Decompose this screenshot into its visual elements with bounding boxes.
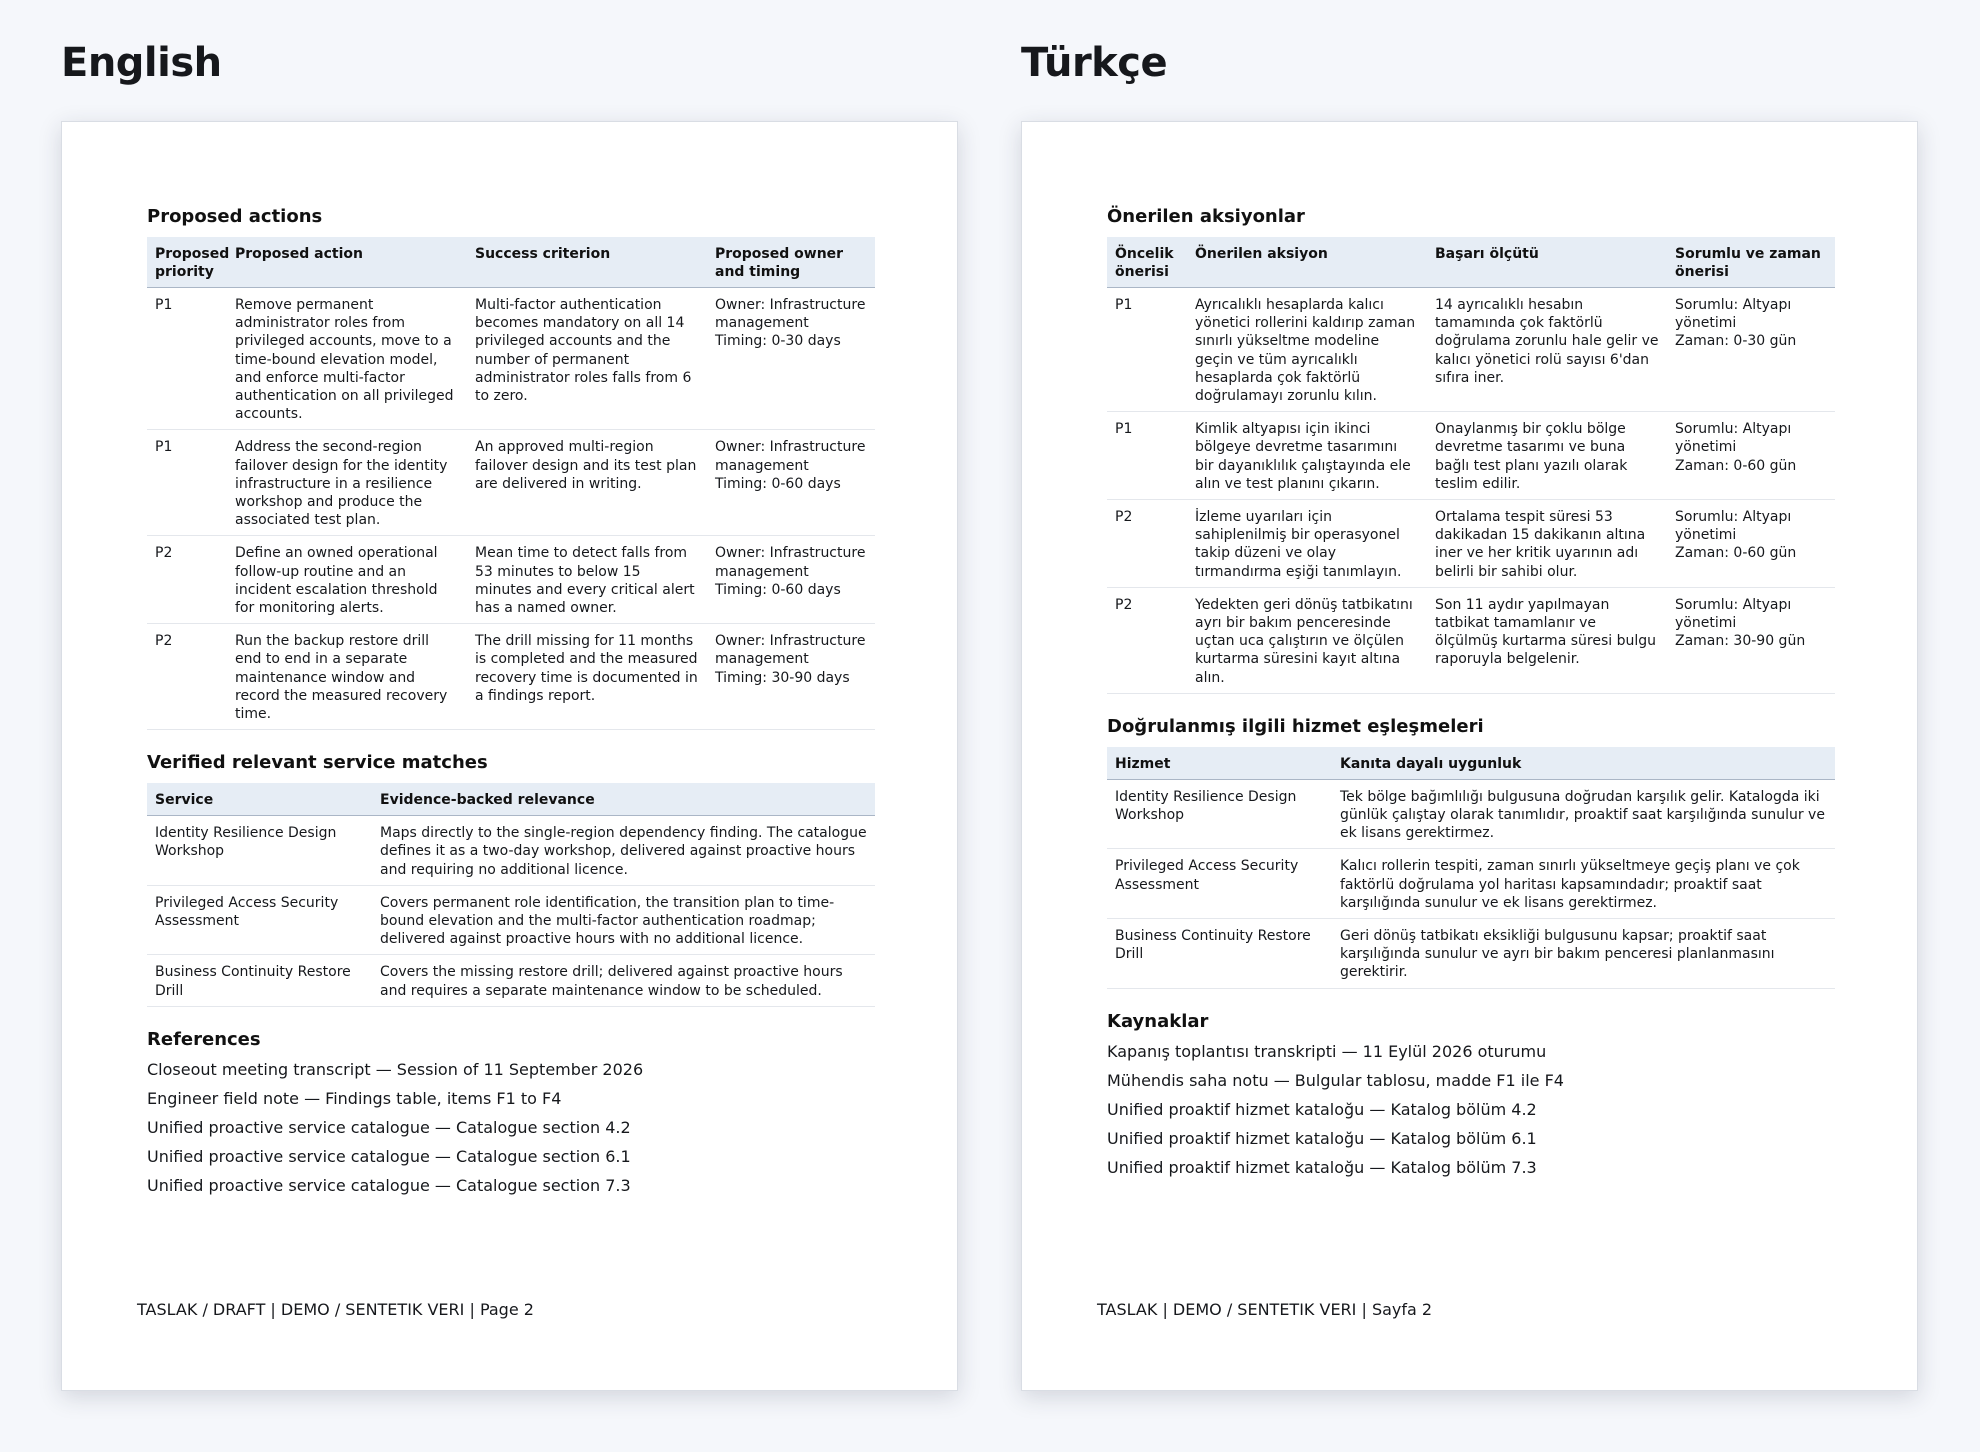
list-item: Unified proaktif hizmet kataloğu — Katalog bölüm 6.1 [1107,1128,1537,1148]
criterion-cell: Mean time to detect falls from 53 minutes to below 15 minutes and every critical alert has a named owner. [467,536,707,624]
column-header: Kanıta dayalı uygunluk [1332,747,1835,780]
table-row [1107,849,1835,919]
table-header-row [147,237,875,288]
list-item: Kapanış toplantısı transkripti — 11 Eylül 2026 oturumu [1107,1041,1547,1061]
criterion-cell: Son 11 aydır yapılmayan tatbikat tamamlanır ve ölçülmüş kurtarma süresi bulgu raporuyla belgelenir. [1427,587,1667,693]
priority-cell: P2 [147,624,227,730]
action-cell: Remove permanent administrator roles from privileged accounts, move to a time-bound elevation model, and enforce multi-factor authentication on all privileged accounts. [227,288,467,430]
page-content [1107,206,1835,1187]
table-row [1107,587,1835,693]
table-row [1107,919,1835,989]
table-row [147,885,875,955]
list-item: Unified proactive service catalogue — Catalogue section 4.2 [147,1117,631,1137]
list-item: Unified proaktif hizmet kataloğu — Katalog bölüm 7.3 [1107,1157,1537,1177]
relevance-cell: Geri dönüş tatbikatı eksikliği bulgusunu kapsar; proaktif saat karşılığında sunulur ve ayrı bir bakım penceresi planlanmasını gerektirir. [1332,919,1835,989]
references-list [1107,1042,1835,1178]
priority-cell: P1 [147,430,227,536]
owner-cell: Owner: Infrastructure management Timing: 0-60 days [707,536,875,624]
criterion-cell: Onaylanmış bir çoklu bölge devretme tasarımı ve buna bağlı test planı yazılı olarak teslim edilir. [1427,412,1667,500]
priority-cell: P1 [147,288,227,430]
service-matches-table [1107,747,1835,989]
criterion-cell: An approved multi-region failover design and its test plan are delivered in writing. [467,430,707,536]
document-page [1021,121,1918,1391]
list-item: Closeout meeting transcript — Session of 11 September 2026 [147,1059,644,1079]
criterion-cell: Ortalama tespit süresi 53 dakikadan 15 dakikanın altına iner ve her kritik uyarının adı belirli bir sahibi olur. [1427,500,1667,588]
service-cell: Business Continuity Restore Drill [1107,919,1332,989]
column-header: Hizmet [1107,747,1332,780]
column-header: Evidence-backed relevance [372,783,875,816]
relevance-cell: Covers permanent role identification, the transition plan to time-bound elevation and the multi-factor authentication roadmap; delivered against proactive hours with no additional licence. [372,885,875,955]
priority-cell: P2 [1107,587,1187,693]
criterion-cell: Multi-factor authentication becomes mandatory on all 14 privileged accounts and the number of permanent administrator roles falls from 6 to zero. [467,288,707,430]
section-heading-references: Kaynaklar [1107,1010,1209,1032]
priority-cell: P2 [1107,500,1187,588]
column-header: Proposed priority [147,237,227,288]
service-cell: Privileged Access Security Assessment [1107,849,1332,919]
action-cell: Ayrıcalıklı hesaplarda kalıcı yönetici rollerini kaldırıp zaman sınırlı yükseltme modeline geçin ve tüm ayrıcalıklı hesaplarda çok faktörlü doğrulamayı zorunlu kılın. [1187,288,1427,412]
service-cell: Identity Resilience Design Workshop [147,816,372,886]
column-header: Önerilen aksiyon [1187,237,1427,288]
column-header: Sorumlu ve zaman önerisi [1667,237,1835,288]
owner-cell: Owner: Infrastructure management Timing: 0-60 days [707,430,875,536]
page-footer: TASLAK / DRAFT | DEMO / SENTETIK VERI | Page 2 [137,1300,534,1319]
action-cell: Yedekten geri dönüş tatbikatını ayrı bir bakım penceresinde uçtan uca çalıştırın ve ölçülen kurtarma süresini kayıt altına alın. [1187,587,1427,693]
proposed-actions-table [1107,237,1835,694]
document-page [61,121,958,1391]
table-header-row [1107,747,1835,780]
list-item: Mühendis saha notu — Bulgular tablosu, madde F1 ile F4 [1107,1070,1564,1090]
action-cell: Address the second-region failover design for the identity infrastructure in a resilience workshop and produce the associated test plan. [227,430,467,536]
table-row [1107,412,1835,500]
references-list [147,1060,875,1196]
section-heading-service-matches: Verified relevant service matches [147,752,488,774]
column-header: Service [147,783,372,816]
list-item: Unified proactive service catalogue — Catalogue section 6.1 [147,1146,631,1166]
table-row [1107,779,1835,849]
list-item: Engineer field note — Findings table, items F1 to F4 [147,1088,562,1108]
list-item: Unified proactive service catalogue — Catalogue section 7.3 [147,1175,631,1195]
service-matches-table [147,783,875,1007]
table-header-row [1107,237,1835,288]
service-cell: Identity Resilience Design Workshop [1107,779,1332,849]
proposed-actions-table [147,237,875,730]
list-item: Unified proaktif hizmet kataloğu — Katalog bölüm 4.2 [1107,1099,1537,1119]
column-header: Başarı ölçütü [1427,237,1667,288]
relevance-cell: Covers the missing restore drill; delivered against proactive hours and requires a separate maintenance window to be scheduled. [372,955,875,1006]
owner-cell: Sorumlu: Altyapı yönetimi Zaman: 0-30 gün [1667,288,1835,412]
page-footer: TASLAK | DEMO / SENTETIK VERI | Sayfa 2 [1097,1300,1433,1319]
priority-cell: P1 [1107,412,1187,500]
relevance-cell: Kalıcı rollerin tespiti, zaman sınırlı yükseltmeye geçiş planı ve çok faktörlü doğrulama yol haritası kapsamındadır; proaktif saat karşılığında sunulur ve ek lisans gerektirmez. [1332,849,1835,919]
owner-cell: Sorumlu: Altyapı yönetimi Zaman: 0-60 gün [1667,412,1835,500]
relevance-cell: Tek bölge bağımlılığı bulgusuna doğrudan karşılık gelir. Katalogda iki günlük çalıştay olarak tanımlıdır, proaktif saat karşılığında sunulur ve ek lisans gerektirmez. [1332,779,1835,849]
action-cell: Kimlik altyapısı için ikinci bölgeye devretme tasarımını bir dayanıklılık çalıştayında ele alın ve test planını çıkarın. [1187,412,1427,500]
section-heading-proposed-actions: Önerilen aksiyonlar [1107,206,1305,227]
table-header-row [147,783,875,816]
owner-cell: Owner: Infrastructure management Timing: 30-90 days [707,624,875,730]
section-heading-proposed-actions: Proposed actions [147,206,323,227]
section-heading-service-matches: Doğrulanmış ilgili hizmet eşleşmeleri [1107,715,1484,737]
owner-cell: Owner: Infrastructure management Timing: 0-30 days [707,288,875,430]
action-cell: Run the backup restore drill end to end in a separate maintenance window and record the measured recovery time. [227,624,467,730]
priority-cell: P1 [1107,288,1187,412]
service-cell: Business Continuity Restore Drill [147,955,372,1006]
service-cell: Privileged Access Security Assessment [147,885,372,955]
owner-cell: Sorumlu: Altyapı yönetimi Zaman: 0-60 gün [1667,500,1835,588]
table-row [1107,288,1835,412]
table-row [147,955,875,1006]
table-row [1107,500,1835,588]
action-cell: Define an owned operational follow-up routine and an incident escalation threshold for monitoring alerts. [227,536,467,624]
relevance-cell: Maps directly to the single-region dependency finding. The catalogue defines it as a two-day workshop, delivered against proactive hours and requiring no additional licence. [372,816,875,886]
table-row [147,536,875,624]
column-header: Success criterion [467,237,707,288]
criterion-cell: 14 ayrıcalıklı hesabın tamamında çok faktörlü doğrulama zorunlu hale gelir ve kalıcı yönetici rolü sayısı 6'dan sıfıra iner. [1427,288,1667,412]
criterion-cell: The drill missing for 11 months is completed and the measured recovery time is documented in a findings report. [467,624,707,730]
column-header: Proposed action [227,237,467,288]
owner-cell: Sorumlu: Altyapı yönetimi Zaman: 30-90 gün [1667,587,1835,693]
column-header: Proposed owner and timing [707,237,875,288]
language-title: English [61,40,222,86]
priority-cell: P2 [147,536,227,624]
table-row [147,816,875,886]
action-cell: İzleme uyarıları için sahiplenilmiş bir operasyonel takip düzeni ve olay tırmandırma eşiği tanımlayın. [1187,500,1427,588]
column-header: Öncelik önerisi [1107,237,1187,288]
table-row [147,624,875,730]
table-row [147,430,875,536]
table-row [147,288,875,430]
page-content [147,206,875,1205]
language-title: Türkçe [1021,40,1168,86]
section-heading-references: References [147,1028,261,1050]
